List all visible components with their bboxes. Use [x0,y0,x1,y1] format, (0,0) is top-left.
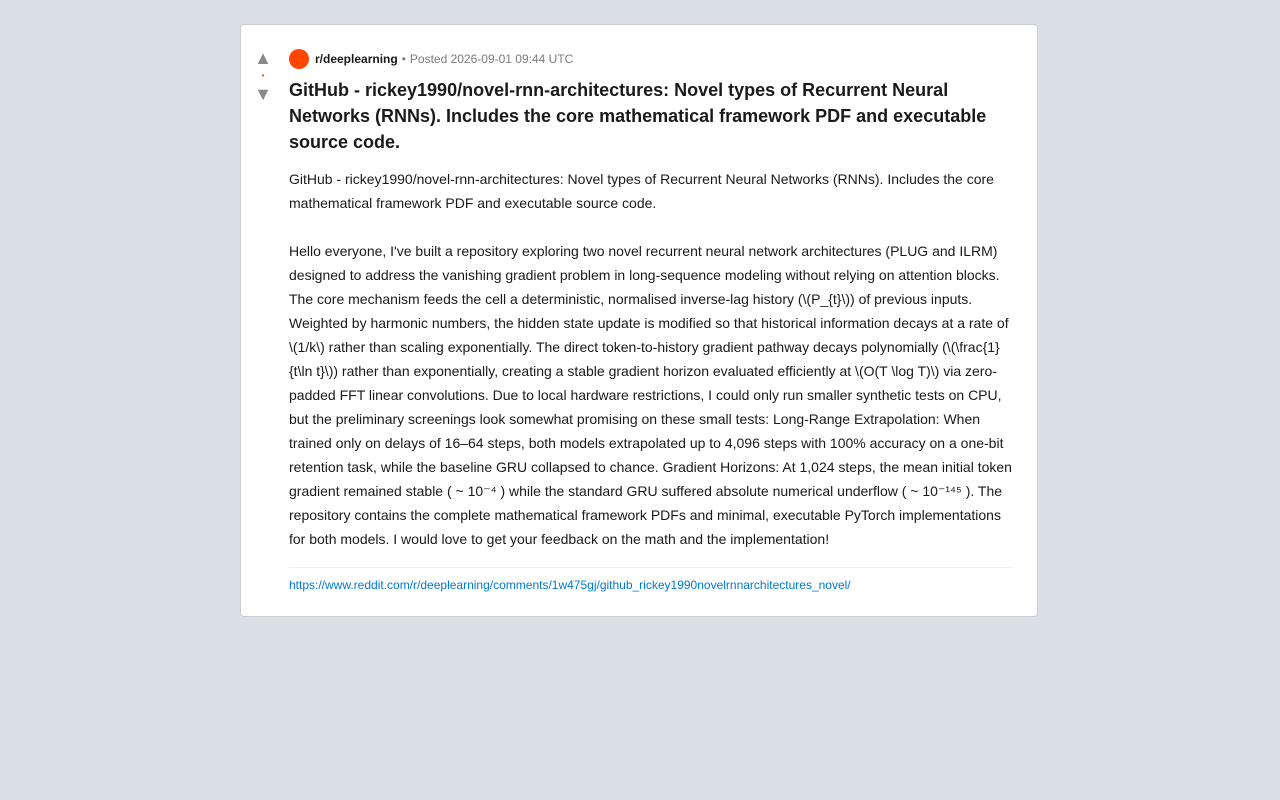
post-body [289,167,1013,551]
post-content [289,25,1037,616]
post-body-paragraph: GitHub - rickey1990/novel-rnn-architectures: Novel types of Recurrent Neural Networks (RNNs). Includes the core mathematical framework PDF and executable source code. [289,171,994,211]
post-footer [289,567,1013,594]
subreddit-name[interactable]: r/deeplearning [315,52,398,66]
meta-separator: • [401,52,406,66]
upvote-icon[interactable]: ▲ [254,48,272,68]
post-timestamp: Posted 2026-09-01 09:44 UTC [409,52,574,66]
subreddit-icon[interactable] [289,49,309,69]
vote-column [241,25,285,103]
downvote-icon[interactable]: ▼ [254,84,272,104]
post-permalink[interactable]: https://www.reddit.com/r/deeplearning/comments/1w475gj/github_rickey1990novelrnnarchitectures_novel/ [289,578,851,592]
post-card [240,24,1038,617]
post-title[interactable]: GitHub - rickey1990/novel-rnn-architectures: Novel types of Recurrent Neural Networks (RNNs). Includes the core mathematical framework PDF and executable source code. [289,80,987,152]
post-body-paragraph: Hello everyone, I've built a repository exploring two novel recurrent neural network architectures (PLUG and ILRM) designed to address the vanishing gradient problem in long-sequence modeling without relying on attention blocks. The core mechanism feeds the cell a deterministic, normalised inverse-lag history (\(P_{t}\)) of previous inputs. Weighted by harmonic numbers, the hidden state update is modified so that historical information decays at a rate of \(1/k\) rather than scaling exponentially. The direct token-to-history gradient pathway decays polynomially (\(\frac{1}{t\ln t}\)) rather than exponentially, creating a stable gradient horizon evaluated efficiently at \(O(T \log T)\) via zero-padded FFT linear convolutions. Due to local hardware restrictions, I could only run smaller synthetic tests on CPU, but the preliminary screenings look somewhat promising on these small tests: Long-Range Extrapolation: When trained only on delays of 16–64 steps, both models extrapolated up to 4,096 steps with 100% accuracy on a one-bit retention task, while the baseline GRU collapsed to chance. Gradient Horizons: At 1,024 steps, the mean initial token gradient remained stable ( ~ 10⁻⁴ ) while the standard GRU suffered absolute numerical underflow ( ~ 10⁻¹⁴⁵ ). The repository contains the complete mathematical framework PDFs and minimal, executable PyTorch implementations for both models. I would love to get your feedback on the math and the implementation! [289,243,1012,547]
vote-score: • [261,71,265,80]
post-meta [289,49,1013,69]
